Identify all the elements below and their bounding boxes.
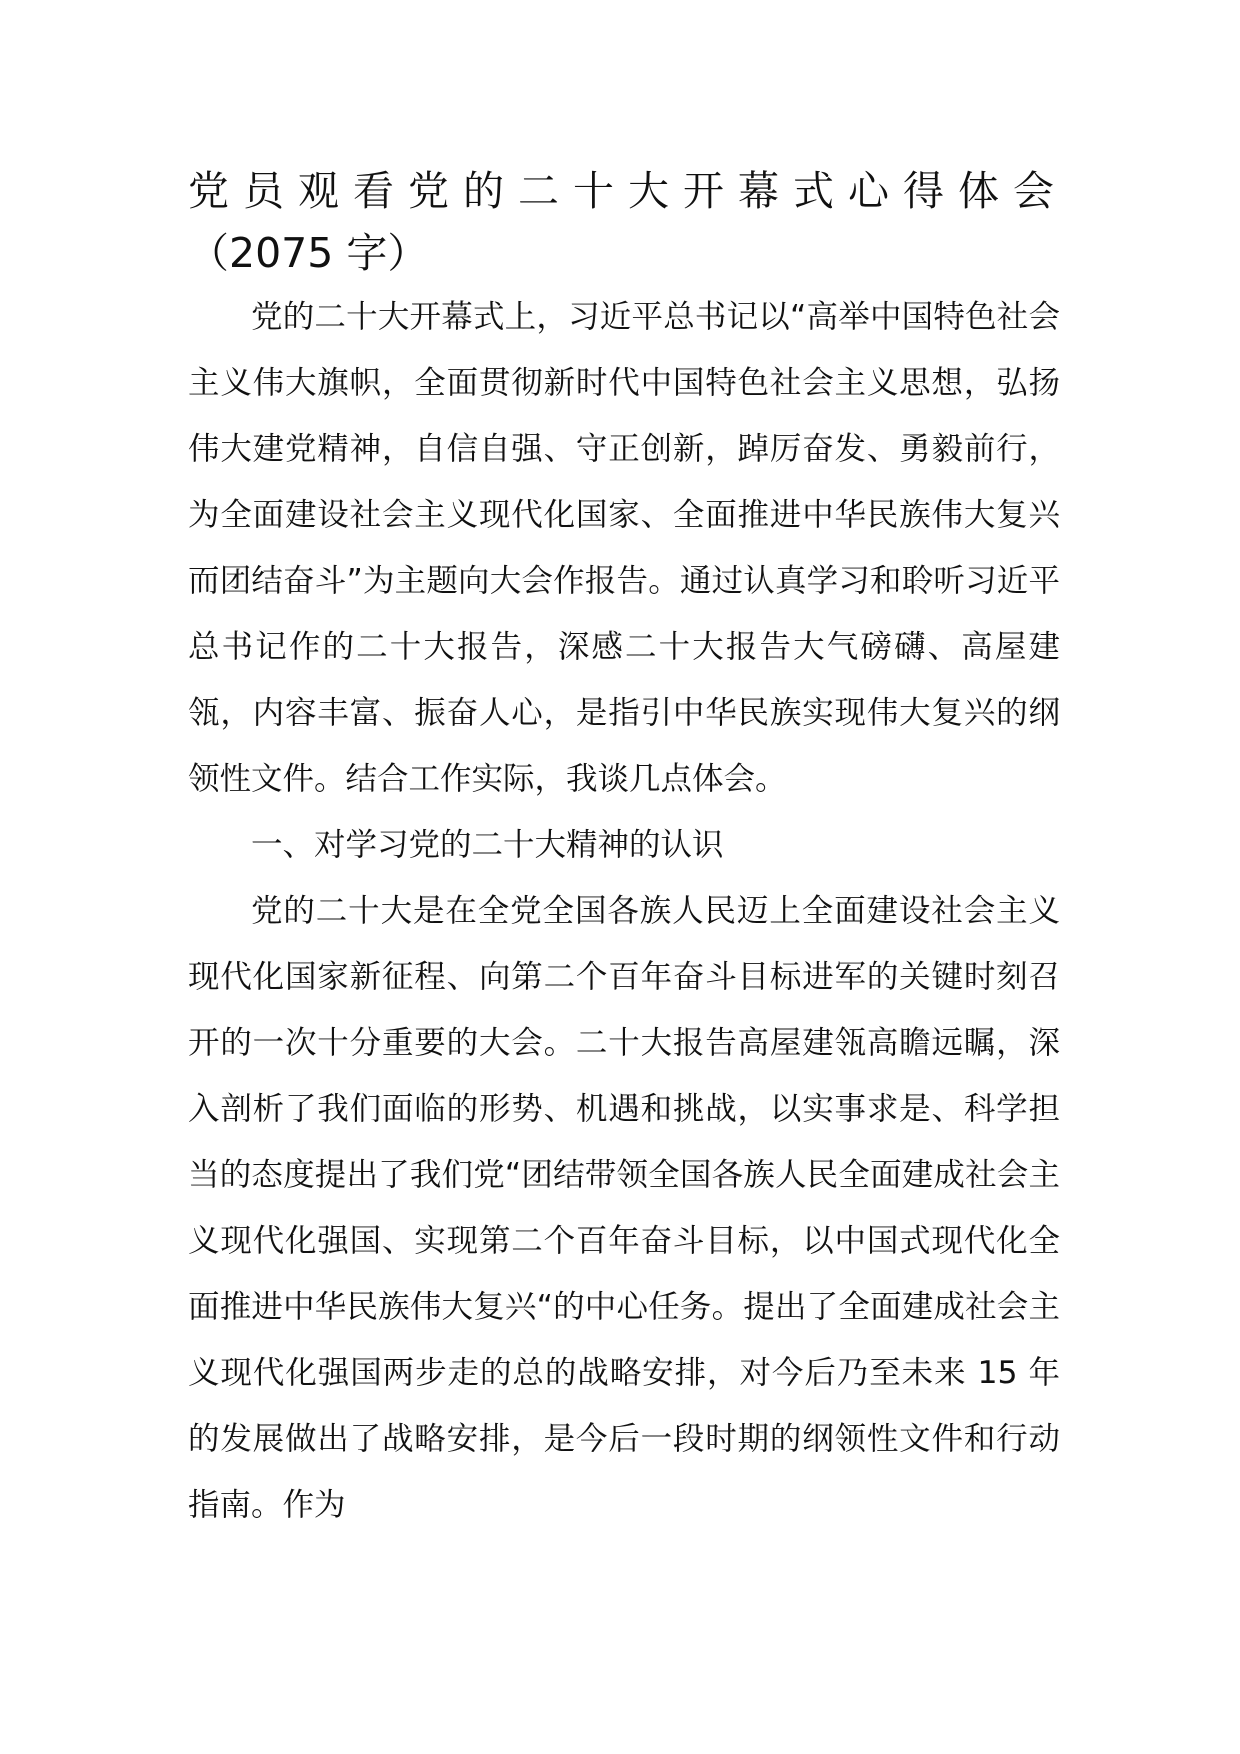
section-paragraph: 党的二十大是在全党全国各族人民迈上全面建设社会主义现代化国家新征程、向第二个百年奋斗目标进军的关键时刻召开的一次十分重要的大会。二十大报告高屋建瓴高瞻远瞩，深入剖析了我们面临的形势、机遇和挑战，以实事求是、科学担当的态度提出了我们党“团结带领全国各族人民全面建成社会主义现代化强国、实现第二个百年奋斗目标，以中国式现代化全面推进中华民族伟大复兴“的中心任务。提出了全面建成社会主义现代化强国两步走的总的战略安排，对今后乃至未来 15 年的发展做出了战略安排，是今后一段时期的纲领性文件和行动指南。作为 bbox=[188, 893, 1060, 1523]
document-title: 党员观看党的二十大开幕式心得体会 bbox=[188, 167, 1060, 215]
document-subtitle: （2075 字） bbox=[188, 229, 429, 277]
intro-paragraph: 党的二十大开幕式上，习近平总书记以“高举中国特色社会主义伟大旗帜，全面贯彻新时代中国特色社会主义思想，弘扬伟大建党精神，自信自强、守正创新，踔厉奋发、勇毅前行，为全面建设社会主义现代化国家、全面推进中华民族伟大复兴而团结奋斗”为主题向大会作报告。通过认真学习和聆听习近平总书记作的二十大报告，深感二十大报告大气磅礴、高屋建瓴，内容丰富、振奋人心，是指引中华民族实现伟大复兴的纲领性文件。结合工作实际，我谈几点体会。 bbox=[188, 299, 1060, 797]
document-body bbox=[188, 160, 1060, 1538]
section-heading: 一、对学习党的二十大精神的认识 bbox=[251, 827, 724, 863]
